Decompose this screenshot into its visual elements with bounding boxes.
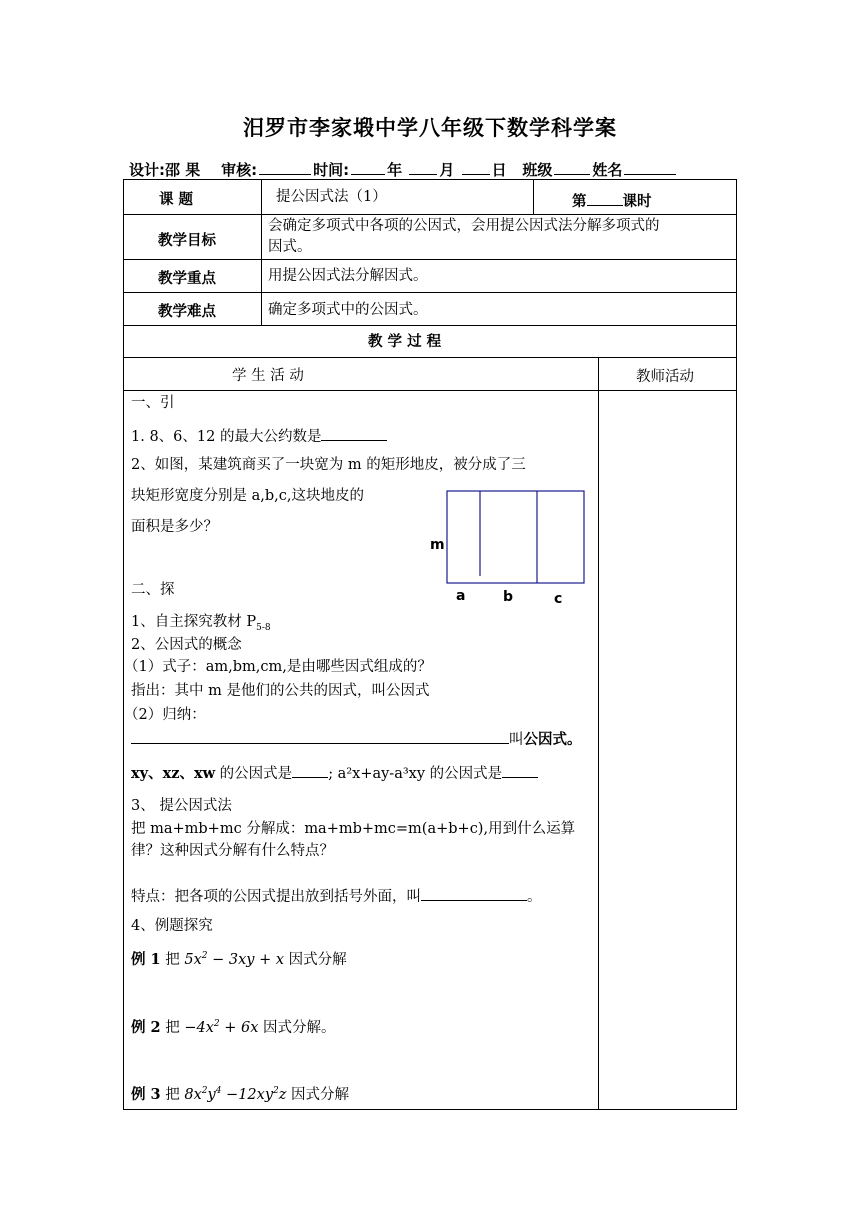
lesson-blank: [587, 191, 623, 206]
method-feature: [131, 886, 542, 906]
lesson-prefix: 第: [572, 194, 587, 210]
explore-6: [131, 729, 582, 749]
topic-label: 课 题: [159, 192, 194, 208]
example-3: [131, 1086, 349, 1104]
example-1: [131, 951, 347, 969]
year-blank: [351, 160, 385, 175]
land-outline: [447, 491, 584, 583]
definition-blank: [131, 729, 509, 744]
name-blank: [624, 160, 676, 175]
goal-label: 教学目标: [158, 233, 216, 249]
class-label: 班级: [522, 161, 553, 179]
figure-label-b: b: [503, 589, 514, 605]
table-col-divider: [533, 179, 534, 214]
explore-7: [131, 763, 538, 783]
method-line-1: 把 ma+mb+mc 分解成：ma+mb+mc=m(a+b+c),用到什么运算: [131, 821, 576, 837]
explore-3: （1）式子：am,bm,cm,是由哪些因式组成的？: [124, 659, 432, 675]
page-range: 5-8: [256, 622, 271, 633]
designer-name: 邵 果: [165, 161, 201, 179]
lesson-number: [572, 191, 652, 211]
example-3-post: 因式分解: [291, 1087, 350, 1103]
teacher-activity-header: 教师活动: [636, 369, 694, 385]
design-label: 设计:: [129, 161, 165, 179]
method-line-2: 律？这种因式分解有什么特点？: [131, 843, 334, 859]
question-1: [131, 426, 387, 446]
definition-term: 公因式。: [523, 732, 582, 748]
table-row-divider: [123, 390, 737, 391]
definition-suffix: 叫: [509, 732, 524, 748]
review-label: 审核:: [221, 161, 258, 179]
month-label: 月: [439, 161, 455, 179]
day-label: 日: [491, 161, 507, 179]
explore-1-text: 1、自主探究教材 P: [131, 614, 257, 630]
topic-value: 提公因式法（1）: [276, 189, 387, 205]
question-1-text: 1. 8、6、12 的最大公约数是: [131, 429, 322, 445]
key-value: 用提公因式法分解因式。: [268, 268, 428, 284]
section-intro: 一、引: [131, 395, 175, 411]
class-blank: [554, 160, 590, 175]
review-blank: [259, 160, 311, 175]
table-row-divider: [123, 214, 737, 215]
table-row-divider: [123, 357, 737, 358]
question-2-line-3: 面积是多少？: [131, 519, 218, 535]
example-2-expression: $-4x^2 + 6x$: [184, 1019, 259, 1036]
explore-2: 2、公因式的概念: [131, 637, 242, 653]
example-2-label: 例 2: [131, 1019, 161, 1036]
question-2-line-1: 2、如图，某建筑商买了一块宽为 m 的矩形地皮，被分成了三: [131, 457, 526, 473]
example-3-label: 例 3: [131, 1086, 161, 1103]
explore-5: （2）归纳：: [124, 707, 206, 723]
section-method: 3、 提公因式法: [131, 798, 232, 814]
process-header: 教 学 过 程: [368, 334, 442, 350]
explore-4: 指出：其中 m 是他们的公共的因式，叫公因式: [131, 683, 430, 699]
example-3-pre: 把: [165, 1087, 180, 1103]
example-3-expression: $8x^2y^4 -12xy^2z$: [184, 1086, 287, 1103]
example-1-label: 例 1: [131, 951, 161, 968]
student-activity-header: 学 生 活 动: [232, 368, 304, 384]
example-2: [131, 1019, 336, 1037]
difficulty-value: 确定多项式中的公因式。: [268, 302, 428, 318]
lesson-suffix: 课时: [622, 194, 652, 210]
table-col-divider: [261, 179, 262, 325]
goal-line-1: 会确定多项式中各项的公因式，会用提公因式法分解多项式的: [268, 218, 660, 234]
answer-blank: [321, 426, 387, 441]
difficulty-label: 教学难点: [158, 304, 216, 320]
example-2-post: 因式分解。: [263, 1020, 336, 1036]
day-blank: [462, 160, 490, 175]
answer-blank: [292, 763, 328, 778]
time-label: 时间:: [313, 161, 350, 179]
figure-label-m: m: [430, 537, 445, 553]
explore-7-text-2: ; a²x+ay-a³xy 的公因式是: [328, 766, 503, 782]
page-title: 汨罗市李家塅中学八年级下数学科学案: [243, 116, 617, 140]
example-1-pre: 把: [165, 952, 180, 968]
feature-end: 。: [527, 889, 542, 905]
table-row-divider: [123, 325, 737, 326]
question-2-line-2: 块矩形宽度分别是 a,b,c,这块地皮的: [131, 488, 364, 504]
example-1-post: 因式分解: [288, 952, 347, 968]
table-row-divider: [123, 292, 737, 293]
explore-7-text: 的公因式是: [215, 766, 293, 782]
explore-1: [131, 613, 271, 631]
example-1-expression: $5x^2 - 3xy + x$: [184, 951, 285, 968]
key-label: 教学重点: [158, 271, 216, 287]
table-row-divider: [123, 259, 737, 260]
name-label: 姓名: [592, 161, 623, 179]
goal-line-2: 因式。: [268, 239, 312, 255]
answer-blank: [421, 886, 527, 901]
year-label: 年: [387, 161, 403, 179]
section-explore: 二、探: [131, 582, 175, 598]
monomials: xy、xz、xw: [131, 765, 216, 782]
example-2-pre: 把: [165, 1020, 180, 1036]
table-col-divider: [598, 357, 599, 1110]
header-meta: [129, 159, 678, 180]
answer-blank: [502, 763, 538, 778]
figure-label-c: c: [554, 591, 563, 607]
month-blank: [409, 160, 437, 175]
figure-label-a: a: [456, 588, 466, 604]
feature-text: 特点：把各项的公因式提出放到括号外面，叫: [131, 889, 421, 905]
section-examples: 4、例题探究: [131, 918, 213, 934]
